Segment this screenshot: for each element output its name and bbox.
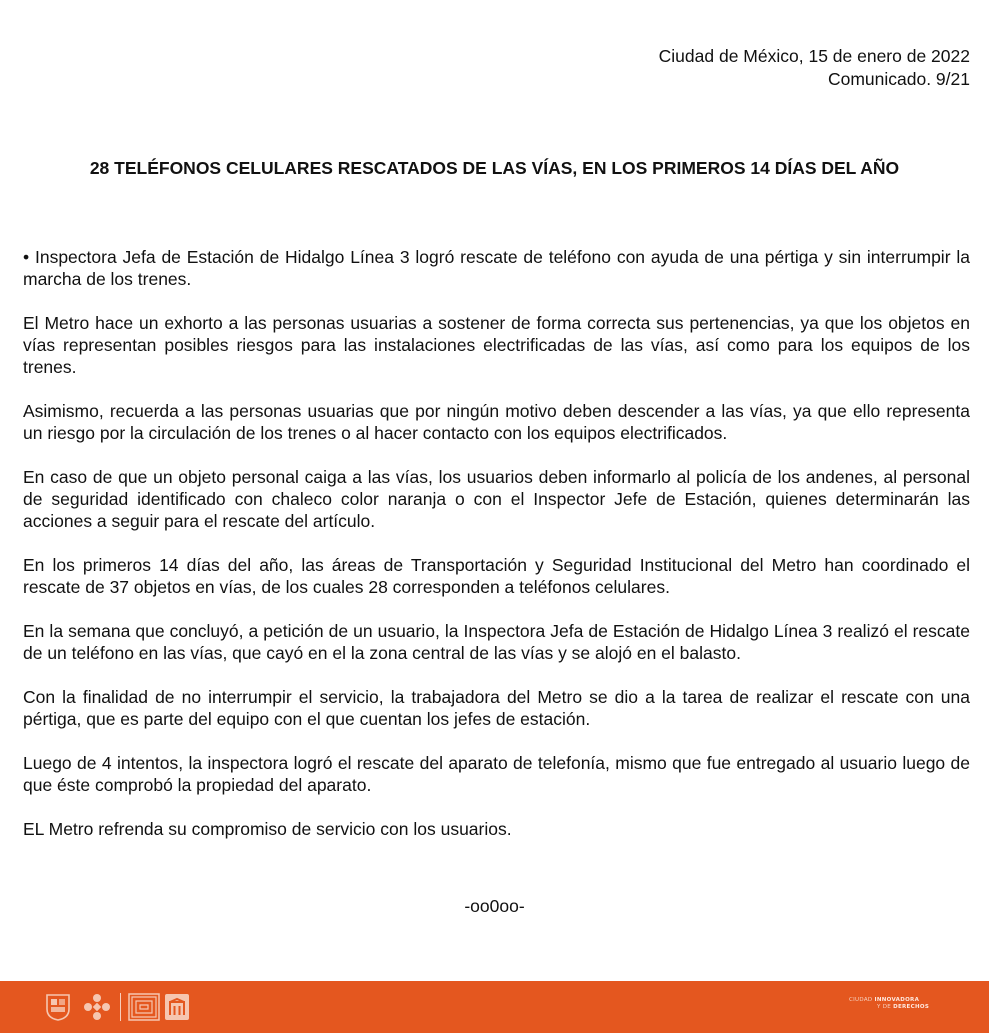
paragraph: Con la finalidad de no interrumpir el servicio, la trabajadora del Metro se dio a la tarea de realizar el rescate con una pértiga, que es parte del equipo con el que cuentan los jefes de estación. <box>23 687 970 729</box>
page-title: 28 TELÉFONOS CELULARES RESCATADOS DE LAS VÍAS, EN LOS PRIMEROS 14 DÍAS DEL AÑO <box>89 158 900 178</box>
cdmx-shield-logo-icon <box>45 993 71 1021</box>
paragraph: EL Metro refrenda su compromiso de servicio con los usuarios. <box>23 819 512 839</box>
aztec-pattern-logo-icon <box>128 993 160 1021</box>
paragraph: • Inspectora Jefa de Estación de Hidalgo Línea 3 logró rescate de teléfono con ayuda de una pértiga y sin interrumpir la marcha de los trenes. <box>23 247 970 289</box>
paragraph: Asimismo, recuerda a las personas usuarias que por ningún motivo deben descender a las vías, ya que ello representa un riesgo por la circulación de los trenes o al hacer contacto con los equipos electrificados. <box>23 401 970 443</box>
paragraph: En caso de que un objeto personal caiga a las vías, los usuarios deben informarlo al policía de los andenes, al personal de seguridad identificado con chaleco color naranja o con el Inspector Jefe de Estación, quienes determinarán las acciones a seguir para el rescate del artículo. <box>23 467 970 531</box>
footer-bar <box>0 981 989 1033</box>
paragraph: En los primeros 14 días del año, las áreas de Transportación y Seguridad Institucional del Metro han coordinado el rescate de 37 objetos en vías, de los cuales 28 corresponden a teléfonos celulares. <box>23 555 970 597</box>
paragraph: En la semana que concluyó, a petición de un usuario, la Inspectora Jefa de Estación de Hidalgo Línea 3 realizó el rescate de un teléfono en las vías, que cayó en el la zona central de las vías y se alojó en el balasto. <box>23 621 970 663</box>
document-header <box>659 45 970 91</box>
tagline-strong-1: INNOVADORA <box>874 997 920 1003</box>
cdmx-flower-logo-icon <box>83 993 111 1021</box>
metro-logo-icon <box>164 993 190 1021</box>
tagline-prefix-2: Y DE <box>877 1004 892 1010</box>
tagline-strong-2: DERECHOS <box>893 1004 930 1010</box>
logo-divider <box>120 993 121 1021</box>
place-date: Ciudad de México, 15 de enero de 2022 <box>658 46 970 66</box>
paragraph: El Metro hace un exhorto a las personas usuarias a sostener de forma correcta sus pertenencias, ya que los objetos en vías representan posibles riesgos para las instalaciones electrificadas de las vías, así como para los equipos de los trenes. <box>23 313 970 377</box>
tagline-prefix: CIUDAD <box>849 997 873 1003</box>
release-number: Comunicado. 9/21 <box>827 69 970 89</box>
paragraph: Luego de 4 intentos, la inspectora logró el rescate del aparato de telefonía, mismo que fue entregado al usuario luego de que éste comprobó la propiedad del aparato. <box>23 753 970 795</box>
closing-mark: -oo0oo- <box>464 896 525 916</box>
footer-tagline <box>849 997 939 1011</box>
document-body <box>23 246 970 862</box>
